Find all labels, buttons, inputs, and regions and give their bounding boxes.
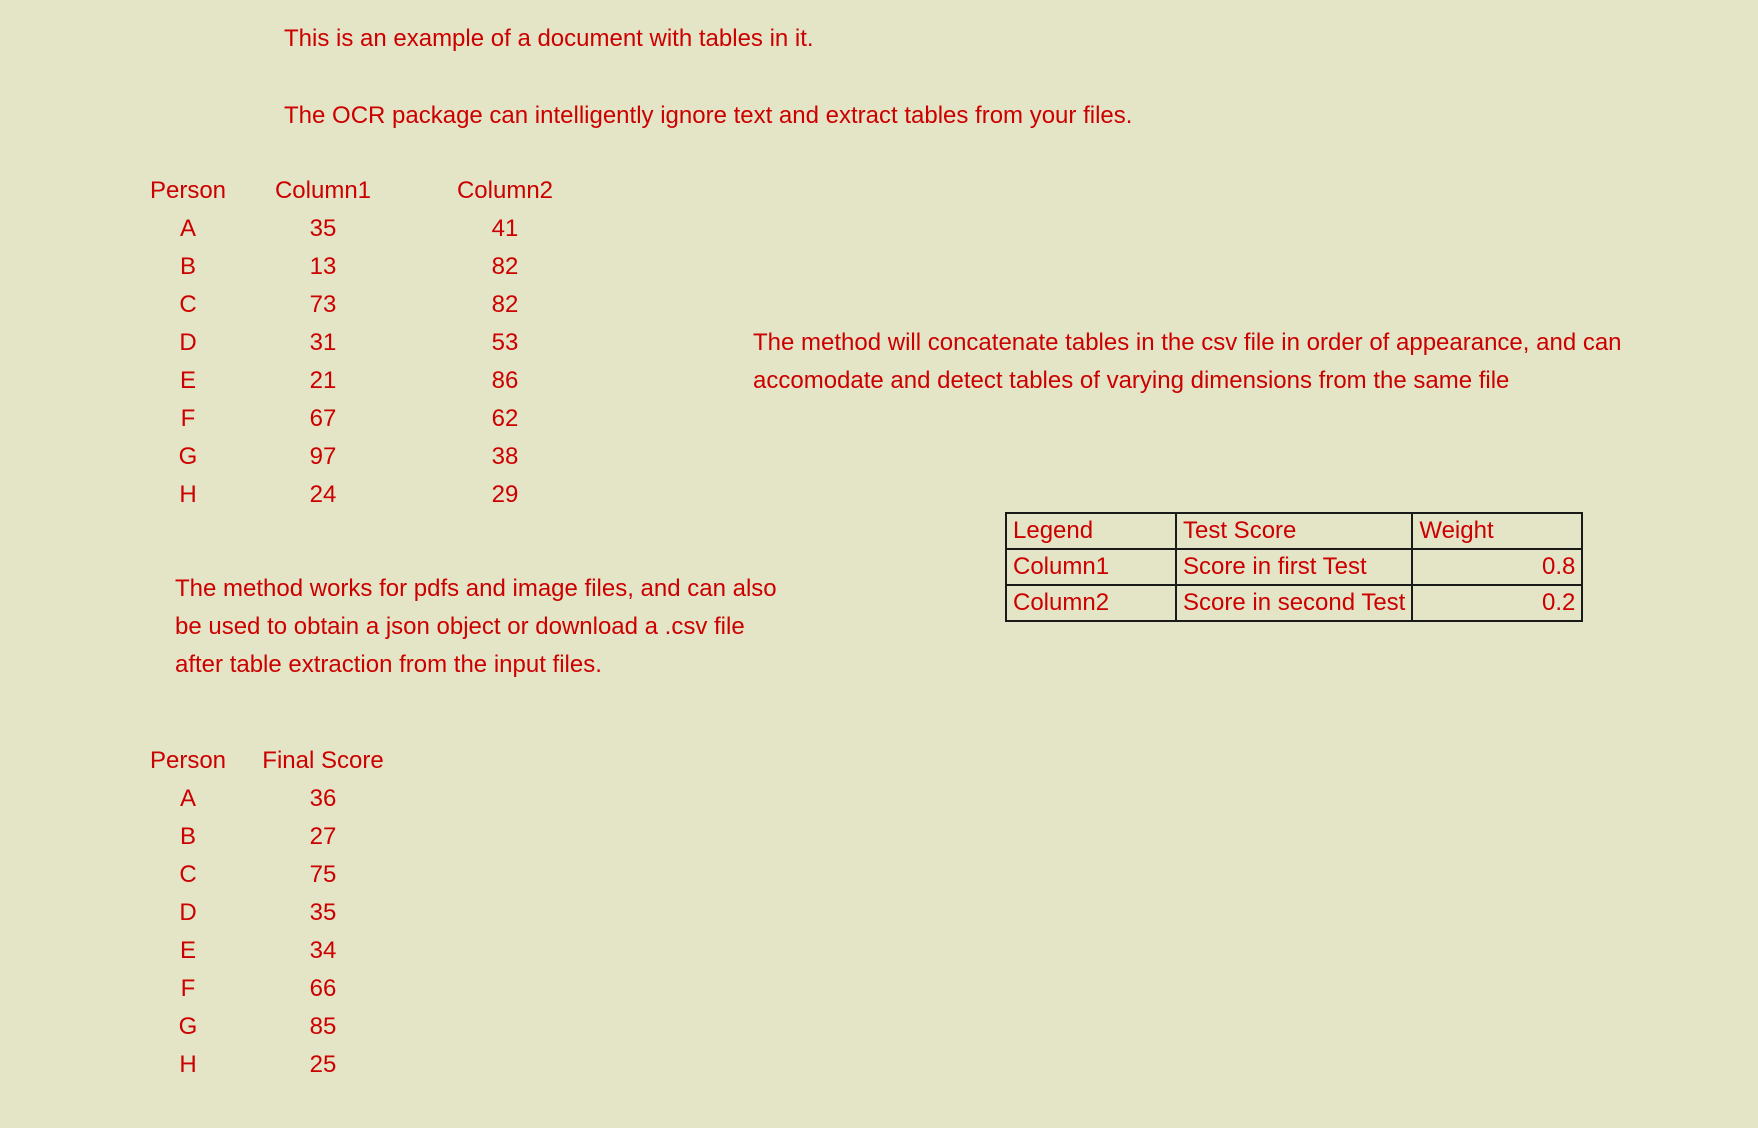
table-cell: Score in second Test	[1176, 585, 1412, 621]
column-header: Weight	[1412, 513, 1582, 549]
column-header: Person	[149, 177, 227, 204]
table-row	[140, 1046, 410, 1084]
table-cell: 82	[491, 291, 519, 318]
column-header: Person	[149, 747, 227, 774]
method-note	[175, 570, 875, 684]
table-row	[140, 438, 600, 476]
table-cell: 73	[309, 291, 337, 318]
table-row	[140, 932, 410, 970]
column-header: Final Score	[262, 747, 384, 774]
table-cell: 0.2	[1412, 585, 1582, 621]
table-cell: F	[180, 405, 196, 432]
table-cell: F	[180, 975, 196, 1002]
table-cell: B	[179, 253, 196, 280]
table-row	[140, 856, 410, 894]
table-cell: 25	[309, 1051, 337, 1078]
table-row	[140, 248, 600, 286]
table-row	[140, 894, 410, 932]
method-note-line-1: The method works for pdfs and image files, and can also	[175, 575, 777, 602]
table-cell: B	[179, 823, 196, 850]
table-row	[1006, 549, 1582, 585]
table-row	[140, 780, 410, 818]
concat-note-line-2: accomodate and detect tables of varying dimensions from the same file	[753, 367, 1510, 394]
table-cell: H	[179, 1051, 197, 1078]
table-row	[140, 476, 600, 514]
table-row	[140, 286, 600, 324]
table-cell: A	[179, 785, 196, 812]
table-cell: 35	[309, 215, 337, 242]
table-row	[140, 818, 410, 856]
table-cell: 24	[309, 481, 337, 508]
method-note-line-2: be used to obtain a json object or download a .csv file	[175, 613, 745, 640]
concat-note	[753, 324, 1733, 400]
table-cell: 53	[491, 329, 519, 356]
table-header-row	[140, 742, 410, 780]
table-row	[140, 1008, 410, 1046]
table-cell: 34	[309, 937, 337, 964]
table-cell: E	[179, 367, 196, 394]
table-cell: Column2	[1006, 585, 1176, 621]
table-row	[1006, 585, 1582, 621]
table-row	[140, 970, 410, 1008]
table-cell: 29	[491, 481, 519, 508]
column-header: Test Score	[1176, 513, 1412, 549]
table-cell: 13	[309, 253, 337, 280]
table-cell: 62	[491, 405, 519, 432]
table-cell: C	[179, 291, 197, 318]
intro-line-1: This is an example of a document with tables in it.	[284, 25, 814, 52]
table-row	[140, 362, 600, 400]
table-cell: 35	[309, 899, 337, 926]
table-cell: G	[178, 443, 198, 470]
table-cell: 27	[309, 823, 337, 850]
final-score-table	[140, 742, 410, 1084]
table-cell: C	[179, 861, 197, 888]
table-cell: 75	[309, 861, 337, 888]
table-cell: G	[178, 1013, 198, 1040]
table-cell: 66	[309, 975, 337, 1002]
table-cell: 85	[309, 1013, 337, 1040]
table-cell: A	[179, 215, 196, 242]
method-note-line-3: after table extraction from the input files.	[175, 651, 602, 678]
table-header-row	[1006, 513, 1582, 549]
column-header: Legend	[1006, 513, 1176, 549]
table-cell: 82	[491, 253, 519, 280]
table-cell: Column1	[1006, 549, 1176, 585]
table-cell: D	[179, 899, 197, 926]
table-cell: E	[179, 937, 196, 964]
table-cell: 21	[309, 367, 337, 394]
table-cell: 0.8	[1412, 549, 1582, 585]
table-cell: 41	[491, 215, 519, 242]
concat-note-line-1: The method will concatenate tables in the csv file in order of appearance, and can	[753, 329, 1622, 356]
legend-table	[1005, 512, 1583, 622]
table-cell: 97	[309, 443, 337, 470]
table-cell: 31	[309, 329, 337, 356]
table-cell: H	[179, 481, 197, 508]
table-cell: 67	[309, 405, 337, 432]
table-cell: Score in first Test	[1176, 549, 1412, 585]
intro-line-2: The OCR package can intelligently ignore text and extract tables from your files.	[284, 102, 1133, 129]
table-cell: 36	[309, 785, 337, 812]
table-row	[140, 210, 600, 248]
table-row	[140, 400, 600, 438]
table-cell: D	[179, 329, 197, 356]
scores-table	[140, 172, 600, 514]
table-cell: 86	[491, 367, 519, 394]
column-header: Column2	[456, 177, 554, 204]
table-row	[140, 324, 600, 362]
table-cell: 38	[491, 443, 519, 470]
table-header-row	[140, 172, 600, 210]
column-header: Column1	[274, 177, 372, 204]
